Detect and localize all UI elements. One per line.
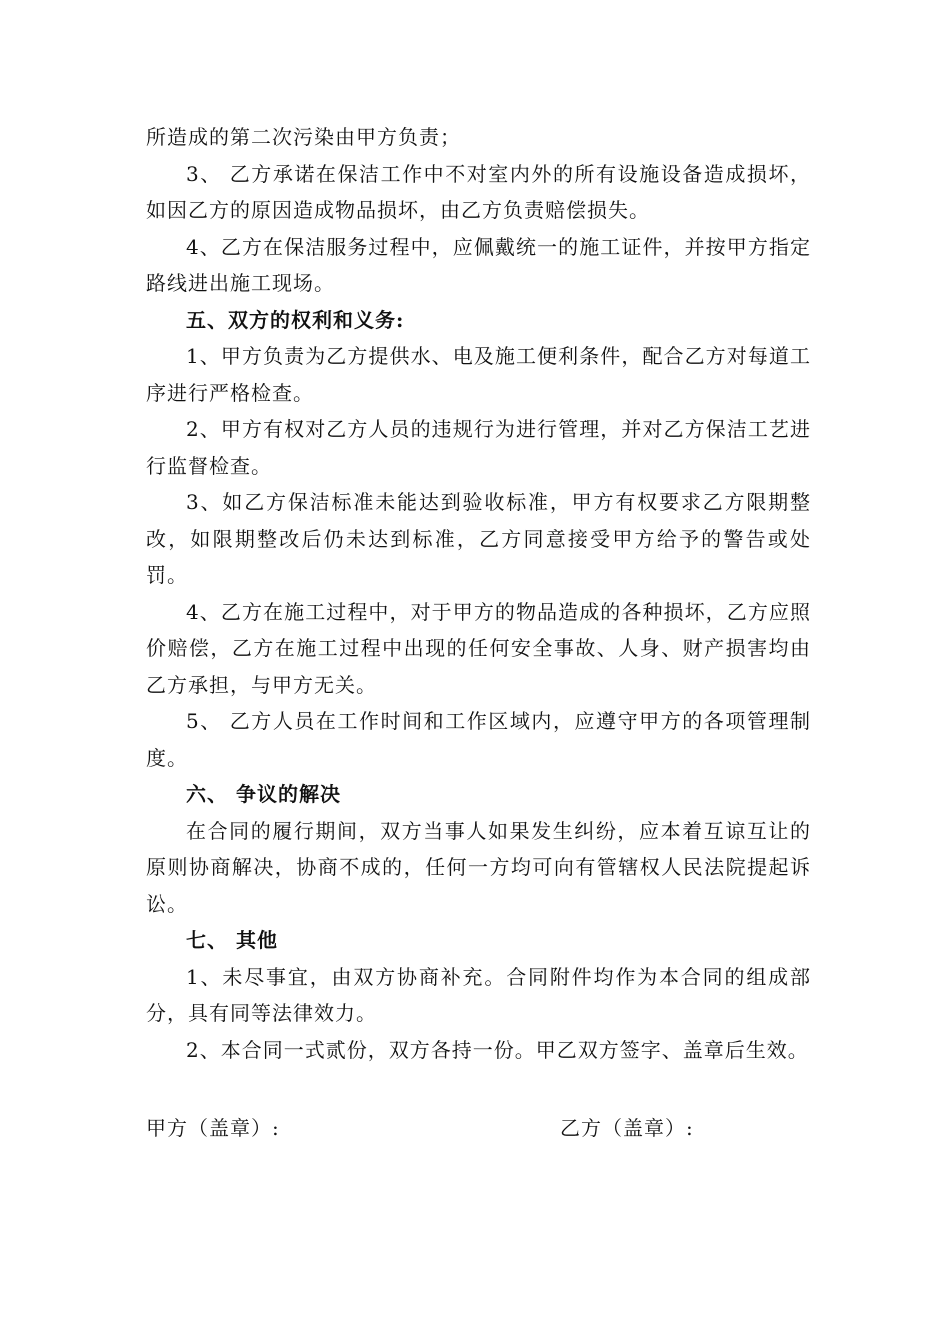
section-heading-dispute-resolution: 六、 争议的解决 [186,782,341,806]
clause-5-item-4: 4、乙方在施工过程中，对于甲方的物品造成的各种损坏，乙方应照价赔偿，乙方在施工过程中出现的任何安全事故、人身、财产损害均由乙方承担，与甲方无关。 [146,599,811,697]
clause-5-item-1: 1、甲方负责为乙方提供水、电及施工便利条件，配合乙方对每道工序进行严格检查。 [146,344,811,405]
clause-5-item-2: 2、甲方有权对乙方人员的违规行为进行管理，并对乙方保洁工艺进行监督检查。 [146,417,811,478]
section-heading-rights-obligations: 五、双方的权利和义务: [186,307,405,332]
clause-5-item-3: 3、如乙方保洁标准未能达到验收标准，甲方有权要求乙方限期整改，如限期整改后仍未达到标准，乙方同意接受甲方给予的警告或处罚。 [146,490,811,587]
section-heading-other: 七、 其他 [186,928,278,952]
clause-5-item-5: 5、 乙方人员在工作时间和工作区域内，应遵守甲方的各项管理制度。 [146,709,811,770]
party-a-seal-label: 甲方（盖章）: [146,1116,280,1140]
clause-4-item-4: 4、乙方在保洁服务过程中，应佩戴统一的施工证件，并按甲方指定路线进出施工现场。 [146,234,811,295]
clause-7-item-2: 2、本合同一式贰份，双方各持一份。甲乙双方签字、盖章后生效。 [186,1037,809,1062]
clause-4-item-3: 3、 乙方承诺在保洁工作中不对室内外的所有设施设备造成损坏，如因乙方的原因造成物品损坏，由乙方负责赔偿损失。 [146,161,811,222]
clause-6-text: 在合同的履行期间，双方当事人如果发生纠纷，应本着互谅互让的原则协商解决，协商不成的，任何一方均可向有管辖权人民法院提起诉讼。 [146,818,811,916]
party-b-seal-label: 乙方（盖章）: [560,1116,694,1140]
contract-body [146,119,811,1068]
paragraph-continuation: 所造成的第二次污染由甲方负责； [146,125,461,149]
clause-7-item-1: 1、未尽事宜，由双方协商补充。合同附件均作为本合同的组成部分，具有同等法律效力。 [146,964,811,1025]
